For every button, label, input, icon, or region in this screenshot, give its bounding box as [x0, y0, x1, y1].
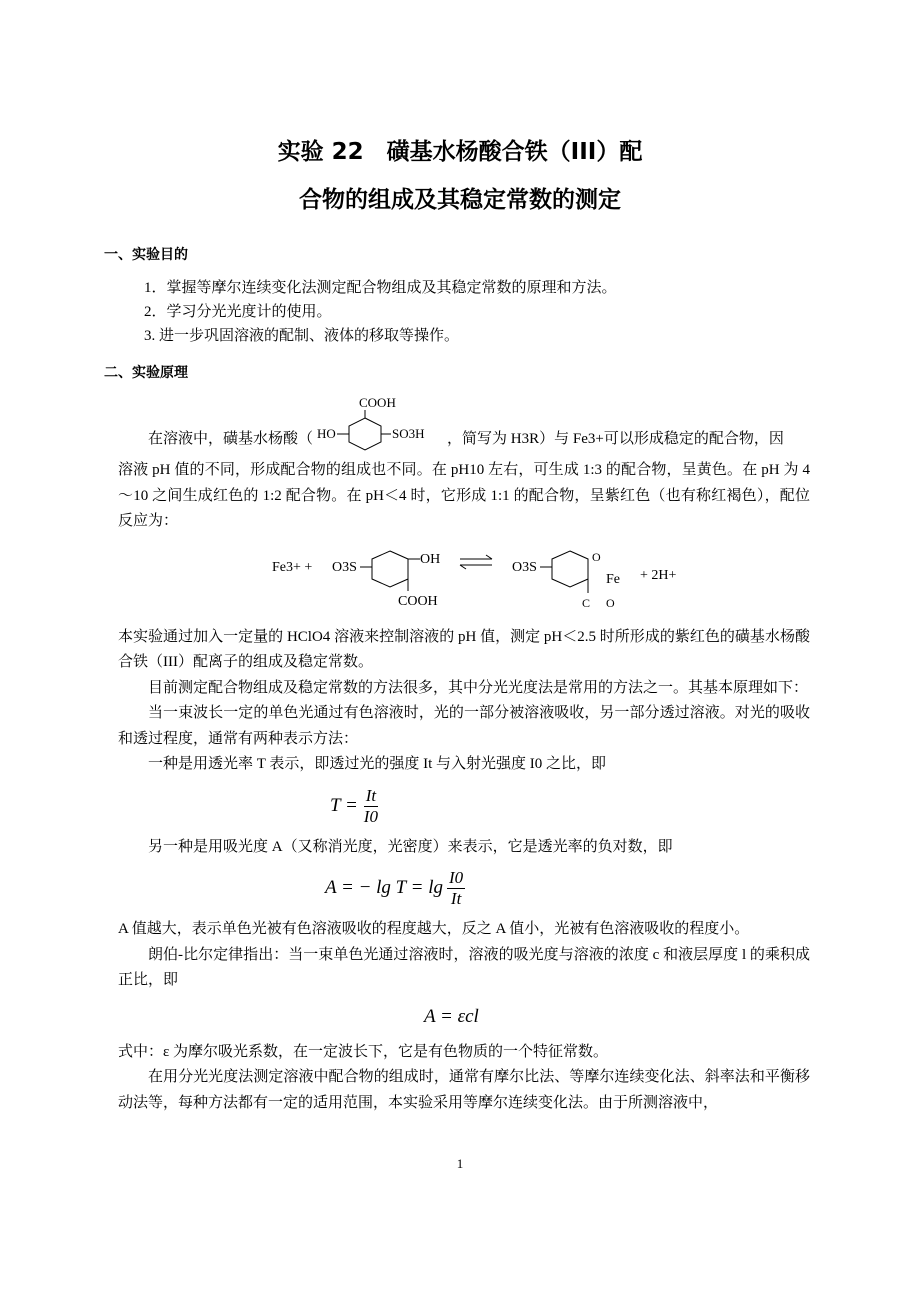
formula-absorbance — [118, 868, 810, 909]
paragraph-methods: 目前测定配合物组成及稳定常数的方法很多，其中分光光度法是常用的方法之一。其基本原理如下： — [148, 679, 809, 696]
paragraph-epsilon: 式中：ε 为摩尔吸光系数，在一定波长下，它是有色物质的一个特征常数。 — [118, 1043, 609, 1060]
ho-label: HO — [317, 426, 336, 441]
section1-heading: 一、实验目的 — [104, 247, 188, 263]
so3h-label: SO3H — [392, 426, 425, 441]
paragraph-absorbance: 另一种是用吸光度 A（又称消光度，光密度）来表示，它是透光率的负对数，即 — [148, 838, 673, 855]
formula-a-numerator: I0 — [449, 868, 464, 887]
paragraph-intro-rest: 溶液 pH 值的不同，形成配合物的组成也不同。在 pH10 左右，可生成 1:3 的配合物，呈黄色。在 pH 为 4～10 之间生成红色的 1:2 配合物。在 pH＜4 时，它形成 1:1 的配合物，呈紫红色（也有称红褐色），配位反应为： — [118, 462, 810, 529]
carbon-label: C — [582, 595, 591, 610]
section2-heading: 二、实验原理 — [104, 365, 188, 381]
formula-a-denominator: It — [450, 889, 462, 908]
objective-item: 3. 进一步巩固溶液的配制、液体的移取等操作。 — [144, 328, 460, 344]
cooh-label-2: COOH — [398, 593, 438, 609]
o3s-label: O3S — [332, 559, 357, 575]
formula-a-lhs: A = − lg T = lg — [325, 876, 444, 898]
paragraph-beer-lambert: 朗伯-比尔定律指出：当一束单色光通过溶液时，溶液的吸光度与溶液的浓度 c 和液层厚度 l 的乘积成正比，即 — [118, 946, 810, 988]
objective-item: 2．学习分光光度计的使用。 — [144, 304, 332, 320]
sulfosalicylic-acid-structure — [315, 394, 445, 452]
paragraph-continuous-variation: 在用分光光度法测定溶液中配合物的组成时，通常有摩尔比法、等摩尔连续变化法、斜率法和平衡移动法等，每种方法都有一定的适用范围，本实验采用等摩尔连续变化法。由于所测溶液中， — [118, 1069, 810, 1111]
o3s-label-2: O3S — [512, 559, 537, 575]
formula-beer-lambert: A = εcl — [424, 1005, 479, 1027]
objective-item: 1．掌握等摩尔连续变化法测定配合物组成及其稳定常数的原理和方法。 — [144, 280, 617, 296]
oxygen-label: O — [592, 549, 601, 564]
p1-post: ，简写为 H3R）与 Fe3+可以形成稳定的配合物，因 — [447, 430, 784, 447]
paragraph-intro-line1 — [118, 394, 810, 452]
doc-title-line2: 合物的组成及其稳定常数的测定 — [299, 187, 621, 213]
plus-2h-label: + 2H+ — [640, 567, 677, 583]
fe-label: Fe — [606, 571, 620, 587]
formula-t-lhs: T = — [330, 794, 358, 816]
formula-t-numerator: It — [365, 785, 377, 805]
oxygen-label-2: O — [606, 595, 615, 610]
page-number: 1 — [456, 1156, 464, 1171]
coordination-reaction-scheme — [260, 541, 730, 619]
doc-title-line1: 实验 22 磺基水杨酸合铁（III）配 — [277, 139, 643, 165]
cooh-label: COOH — [359, 395, 396, 410]
paragraph-a-value: A 值越大，表示单色光被有色溶液吸收的程度越大，反之 A 值小，光被有色溶液吸收的程度小。 — [118, 921, 750, 937]
paragraph-light: 当一束波长一定的单色光通过有色溶液时，光的一部分被溶液吸收，另一部分透过溶液。对光的吸收和透过程度，通常有两种表示方法： — [118, 705, 810, 747]
formula-transmittance — [118, 786, 810, 827]
paragraph-hclo4: 本实验通过加入一定量的 HClO4 溶液来控制溶液的 pH 值，测定 pH＜2.5 时所形成的紫红色的磺基水杨酸合铁（III）配离子的组成及稳定常数。 — [118, 628, 810, 670]
oh-label: OH — [420, 551, 441, 567]
formula-t-denominator: I0 — [363, 806, 378, 826]
p1-pre: 在溶液中，磺基水杨酸（ — [148, 430, 314, 447]
paragraph-transmittance: 一种是用透光率 T 表示，即透过光的强度 It 与入射光强度 I0 之比，即 — [148, 756, 607, 772]
fe3-label: Fe3+ + — [272, 559, 313, 575]
